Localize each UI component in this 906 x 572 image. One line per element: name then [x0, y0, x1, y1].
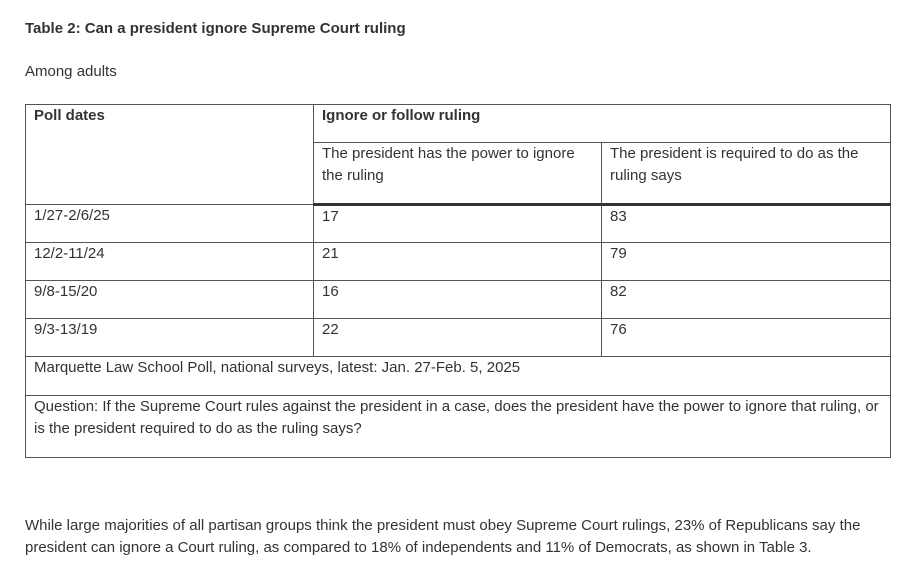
header-ignore-or-follow: Ignore or follow ruling — [314, 105, 891, 143]
cell-dates: 9/8-15/20 — [26, 281, 314, 319]
cell-follow: 76 — [602, 319, 891, 357]
table-row — [26, 319, 891, 357]
cell-dates: 9/3-13/19 — [26, 319, 314, 357]
table-row — [26, 281, 891, 319]
cell-dates: 1/27-2/6/25 — [26, 205, 314, 243]
cell-ignore: 16 — [314, 281, 602, 319]
header-ignore: The president has the power to ignore the ruling — [314, 143, 602, 205]
cell-follow: 79 — [602, 243, 891, 281]
header-poll-dates: Poll dates — [26, 105, 314, 205]
table-subtitle: Among adults — [25, 63, 117, 80]
table-row — [26, 243, 891, 281]
poll-table — [25, 104, 891, 458]
cell-ignore: 21 — [314, 243, 602, 281]
table-source-note: Marquette Law School Poll, national surveys, latest: Jan. 27-Feb. 5, 2025 — [26, 357, 891, 396]
body-paragraph: While large majorities of all partisan groups think the president must obey Supreme Court rulings, 23% of Republicans say the president can ignore a Court ruling, as compared to 18% of independents and 11% of Democrats, as shown in Table 3. — [25, 517, 861, 556]
cell-follow: 83 — [602, 205, 891, 243]
cell-follow: 82 — [602, 281, 891, 319]
cell-dates: 12/2-11/24 — [26, 243, 314, 281]
table-title: Table 2: Can a president ignore Supreme Court ruling — [25, 20, 406, 37]
table-row — [26, 205, 891, 243]
cell-ignore: 22 — [314, 319, 602, 357]
header-follow: The president is required to do as the ruling says — [602, 143, 891, 205]
cell-ignore: 17 — [314, 205, 602, 243]
table-question-note: Question: If the Supreme Court rules against the president in a case, does the president have the power to ignore that ruling, or is the president required to do as the ruling says? — [26, 396, 891, 458]
